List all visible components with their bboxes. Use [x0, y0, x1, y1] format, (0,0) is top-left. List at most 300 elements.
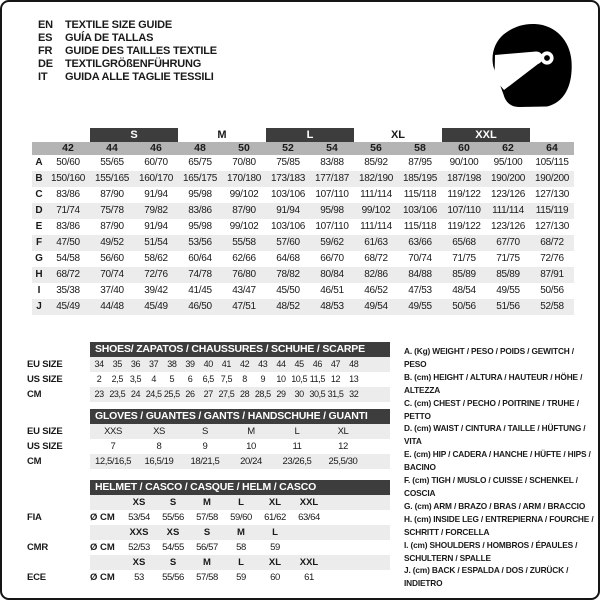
- size-cell: M: [247, 426, 255, 437]
- measurement-cell: 173/183: [270, 173, 306, 184]
- row-values: [90, 570, 390, 585]
- gloves-table-body: [27, 424, 392, 469]
- language-row: [38, 71, 217, 84]
- measurement-cell: 46/50: [188, 301, 212, 312]
- measurement-cell: 59/62: [320, 237, 344, 248]
- size-cell: 6: [187, 374, 193, 384]
- size-cell: XS: [153, 426, 165, 437]
- measurement-cell: 90/100: [449, 157, 479, 168]
- size-cell: S: [202, 426, 208, 437]
- size-cell: 12,5/16,5: [94, 456, 132, 467]
- row-label-spacer: [27, 525, 90, 540]
- language-code: ES: [38, 32, 53, 44]
- size-cell: 43: [258, 359, 268, 369]
- measurement-cell: 50/56: [540, 285, 564, 296]
- size-cell: 45: [294, 359, 304, 369]
- helmet-table-body: [27, 495, 392, 585]
- size-cell: 6,5: [202, 374, 214, 384]
- size-cell: 58: [236, 542, 246, 553]
- size-cell: 13: [349, 374, 359, 384]
- diameter-label: Ø CM: [90, 542, 115, 553]
- size-header-cell: L: [238, 497, 244, 508]
- measurement-cell: 49/54: [364, 301, 388, 312]
- measurement-cell: 66/70: [320, 253, 344, 264]
- measurement-cell: 83/88: [320, 157, 344, 168]
- measurement-cell: 55/58: [232, 237, 256, 248]
- size-cell: XL: [337, 426, 349, 437]
- table-row: [27, 439, 392, 454]
- size-cell: 2: [96, 374, 102, 384]
- size-cell: 55/56: [162, 572, 184, 583]
- measurement-cell: 74/78: [188, 269, 212, 280]
- size-cell: 12: [338, 441, 348, 452]
- language-title: TEXTILGRÖßENFÜHRUNG: [65, 58, 202, 70]
- row-label: C: [35, 189, 43, 200]
- size-header-cell: XS: [132, 497, 146, 508]
- size-cell: 31,5: [327, 389, 344, 399]
- size-cell: 9: [260, 374, 266, 384]
- size-header-cell: XL: [268, 557, 282, 568]
- size-cell: 35: [112, 359, 122, 369]
- measurement-cell: 87/90: [232, 205, 256, 216]
- measurement-cell: 85/89: [452, 269, 476, 280]
- row-label: A: [35, 157, 43, 168]
- table-row-b: [32, 171, 574, 187]
- row-label-spacer: [27, 495, 90, 510]
- size-number: 62: [502, 142, 514, 154]
- size-cell: 3,5: [129, 374, 142, 384]
- helmet-table: [27, 480, 392, 585]
- measurement-cell: 45/49: [56, 301, 80, 312]
- measurement-cell: 49/52: [100, 237, 124, 248]
- measurement-cell: 87/91: [540, 269, 564, 280]
- measurement-cell: 61/63: [364, 237, 388, 248]
- measurement-cell: 65/68: [452, 237, 476, 248]
- measurement-cell: 111/114: [360, 189, 392, 200]
- legend-item: G. (cm) ARM / BRAZO / BRAS / ARM / BRACCIO: [404, 500, 586, 511]
- measurement-cell: 51/54: [144, 237, 168, 248]
- size-number: 42: [62, 142, 74, 154]
- size-header-cell: [292, 525, 326, 540]
- measurement-cell: 111/114: [492, 205, 524, 216]
- size-cell: 57/58: [196, 572, 218, 583]
- size-cell: 63/64: [298, 512, 320, 523]
- helmet-icon: [489, 23, 573, 109]
- row-label: B: [35, 173, 43, 184]
- size-number: 44: [106, 142, 118, 154]
- measurement-cell: 83/86: [56, 221, 80, 232]
- measurement-cell: 67/70: [496, 237, 520, 248]
- row-label: I: [37, 285, 41, 296]
- measurement-cell: 48/52: [276, 301, 300, 312]
- language-title: GUIDA ALLE TAGLIE TESSILI: [65, 71, 214, 83]
- size-cell: 41: [221, 359, 232, 369]
- measurement-cell: 62/66: [232, 253, 256, 264]
- row-label: D: [35, 205, 43, 216]
- measurement-cell: 127/130: [534, 221, 570, 232]
- table-row: [27, 387, 392, 402]
- row-values: [90, 525, 390, 540]
- size-cell: 29: [276, 389, 286, 399]
- legend-item: J. (cm) BACK / ESPALDA / DOS / ZURÜCK / INDIETRO: [404, 565, 569, 589]
- measurement-cell: 115/118: [403, 189, 437, 200]
- measurement-cell: 91/94: [276, 205, 300, 216]
- size-cell: 30: [294, 389, 304, 399]
- main-table-body: [32, 155, 574, 315]
- standard-label: FIA: [27, 512, 42, 523]
- size-cell: 10: [276, 374, 286, 384]
- language-title: TEXTILE SIZE GUIDE: [65, 19, 173, 31]
- diameter-label: Ø CM: [90, 572, 115, 583]
- measurement-cell: 99/102: [361, 205, 391, 216]
- size-number: 54: [326, 142, 338, 154]
- size-cell: 23,5: [109, 389, 126, 399]
- row-label: H: [35, 269, 43, 280]
- measurement-cell: 85/92: [364, 157, 388, 168]
- size-cell: 54/55: [162, 542, 184, 553]
- measurement-cell: 49/55: [408, 301, 432, 312]
- size-cell: 25,5/30: [328, 456, 358, 467]
- measurement-cell: 52/58: [540, 301, 564, 312]
- measurement-cell: 49/55: [496, 285, 520, 296]
- size-cell: 24: [130, 389, 141, 399]
- size-cell: 7,5: [220, 374, 233, 384]
- measurement-cell: 95/98: [188, 221, 212, 232]
- measurement-cell: 71/74: [56, 205, 80, 216]
- table-row-a: [32, 155, 574, 171]
- measurement-cell: 72/76: [144, 269, 168, 280]
- measurement-cell: 47/51: [232, 301, 256, 312]
- measurement-cell: 35/38: [56, 285, 80, 296]
- size-header-cell: S: [169, 497, 177, 508]
- measurement-cell: 39/42: [144, 285, 168, 296]
- measurement-cell: 56/60: [100, 253, 124, 264]
- size-cell: 27: [203, 389, 213, 399]
- measurement-cell: 64/68: [276, 253, 300, 264]
- measurement-cell: 170/180: [226, 173, 262, 184]
- measurement-cell: 70/74: [408, 253, 432, 264]
- size-cell: 20/24: [240, 456, 262, 467]
- size-cell: 53/54: [128, 512, 150, 523]
- row-label: EU SIZE: [27, 426, 63, 437]
- size-cell: 59: [270, 542, 280, 553]
- size-cell: 57/58: [196, 512, 218, 523]
- language-title: GUÍA DE TALLAS: [65, 32, 154, 44]
- diameter-spacer: [90, 555, 122, 570]
- row-label: US SIZE: [27, 441, 63, 452]
- measurement-cell: 48/54: [452, 285, 476, 296]
- size-cell: 9: [202, 441, 208, 452]
- size-cell: 11,5: [309, 374, 325, 384]
- row-label: CM: [27, 456, 42, 467]
- size-cell: 38: [167, 359, 177, 369]
- size-cell: 59: [236, 572, 246, 583]
- measurement-cell: 41/45: [188, 285, 212, 296]
- size-number: 48: [194, 142, 206, 154]
- size-header-cell: XS: [132, 557, 146, 568]
- table-row: [27, 454, 392, 469]
- measurement-cell: 115/119: [535, 205, 569, 216]
- measurement-cell: 165/175: [182, 173, 218, 184]
- size-cell: 40: [203, 359, 213, 369]
- table-row: [27, 357, 392, 372]
- measurement-cell: 150/160: [50, 173, 86, 184]
- measurement-cell: 79/82: [144, 205, 168, 216]
- legend-item: I. (cm) SHOULDERS / HOMBROS / ÉPAULES / SCHULTERN / SPALLE: [404, 539, 578, 563]
- measurement-cell: 119/122: [447, 221, 481, 232]
- measurement-cell: 70/74: [100, 269, 124, 280]
- measurement-cell: 75/85: [276, 157, 300, 168]
- table-row-f: [32, 235, 574, 251]
- size-cell: 16,5/19: [144, 456, 174, 467]
- measurement-cell: 107/110: [447, 205, 481, 216]
- size-cell: 5: [169, 374, 175, 384]
- table-row-g: [32, 251, 574, 267]
- size-cell: 46: [312, 359, 322, 369]
- legend-item: D. (cm) WAIST / CINTURA / TAILLE / HÜFTUNG / VITA: [404, 423, 586, 447]
- size-header-cell: XS: [166, 527, 180, 538]
- measurement-cell: 43/47: [232, 285, 256, 296]
- row-label: EU SIZE: [27, 359, 63, 370]
- table-row-j: [32, 299, 574, 315]
- size-cell: 30,5: [309, 389, 326, 399]
- size-band-xxl: XXL: [442, 128, 530, 142]
- size-cell: 24,5: [145, 389, 162, 399]
- measurement-cell: 107/110: [315, 189, 349, 200]
- legend-item: A. (Kg) WEIGHT / PESO / POIDS / GEWITCH / PESO: [404, 346, 574, 369]
- row-values: [90, 357, 390, 372]
- measurement-cell: 83/86: [188, 205, 212, 216]
- measurement-cell: 55/65: [100, 157, 124, 168]
- diameter-label: Ø CM: [90, 512, 115, 523]
- table-row: [27, 372, 392, 387]
- legend-item: F. (cm) TIGH / MUSLO / CUISSE / SCHENKEL / COSCIA: [404, 475, 578, 498]
- size-cell: 36: [130, 359, 141, 369]
- size-cell: 10: [246, 441, 256, 452]
- table-row-c: [32, 187, 574, 203]
- size-cell: 23/26,5: [282, 456, 312, 467]
- measurement-cell: 68/72: [364, 253, 388, 264]
- size-cell: 12: [330, 374, 341, 384]
- row-values: [90, 372, 390, 387]
- row-label: CM: [27, 389, 42, 400]
- measurement-cell: 71/75: [496, 253, 520, 264]
- measurement-cell: 119/122: [447, 189, 481, 200]
- size-cell: L: [294, 426, 300, 437]
- size-cell: 10,5: [291, 374, 308, 384]
- row-label-spacer: [32, 142, 46, 155]
- measurement-cell: 48/53: [320, 301, 344, 312]
- language-title: GUIDE DES TAILLES TEXTILE: [65, 45, 217, 57]
- row-label: E: [35, 221, 43, 232]
- size-number: 46: [150, 142, 162, 154]
- helmet-standard-row-cmr: [27, 540, 392, 555]
- size-cell: 7: [110, 441, 116, 452]
- measurement-cell: 57/60: [276, 237, 300, 248]
- measurement-cell: 47/50: [56, 237, 80, 248]
- measurement-cell: 47/53: [408, 285, 432, 296]
- size-cell: 4: [151, 374, 156, 384]
- size-band-row: [32, 128, 574, 142]
- measurement-cell: 115/118: [403, 221, 437, 232]
- language-row: [38, 19, 217, 32]
- helmet-standard-row-ece: [27, 570, 392, 585]
- size-cell: 8: [242, 374, 247, 384]
- helmet-size-header-row: [27, 555, 392, 570]
- row-values: [90, 439, 390, 454]
- size-cell: 26: [185, 389, 195, 399]
- measurement-cell: 72/76: [540, 253, 564, 264]
- size-cell: 25,5: [163, 389, 180, 399]
- measurement-legend: [404, 345, 594, 590]
- measurement-cell: 70/80: [232, 157, 256, 168]
- measurement-cell: 187/198: [446, 173, 482, 184]
- measurement-cell: 44/48: [100, 301, 124, 312]
- measurement-cell: 99/102: [229, 221, 259, 232]
- measurement-cell: 155/165: [94, 173, 130, 184]
- language-row: [38, 58, 217, 71]
- measurement-cell: 87/90: [100, 189, 124, 200]
- measurement-cell: 190/200: [534, 173, 570, 184]
- diameter-spacer: [90, 525, 122, 540]
- size-cell: 59/60: [230, 512, 252, 523]
- row-values: [90, 387, 390, 402]
- size-cell: 2,5: [111, 374, 123, 384]
- size-cell: 8: [156, 441, 162, 452]
- table-row: [27, 424, 392, 439]
- measurement-cell: 63/66: [408, 237, 432, 248]
- language-code: DE: [38, 58, 53, 70]
- measurement-cell: 84/88: [408, 269, 432, 280]
- measurement-cell: 46/52: [364, 285, 388, 296]
- measurement-cell: 107/110: [315, 221, 349, 232]
- measurement-cell: 68/72: [56, 269, 80, 280]
- table-row-d: [32, 203, 574, 219]
- size-cell: 60: [270, 572, 280, 583]
- row-values: [90, 510, 390, 525]
- size-band-s: S: [90, 128, 178, 142]
- size-number-row: [32, 142, 574, 155]
- helmet-size-header-row: [27, 525, 392, 540]
- size-cell: 61/62: [264, 512, 286, 523]
- size-header-cell: M: [203, 497, 211, 508]
- measurement-cell: 54/58: [56, 253, 80, 264]
- size-cell: 53: [134, 572, 144, 583]
- measurement-cell: 95/98: [320, 205, 344, 216]
- size-cell: 39: [185, 359, 195, 369]
- gloves-table-title: GLOVES / GUANTES / GANTS / HANDSCHUHE / GUANTI: [90, 409, 390, 424]
- measurement-cell: 60/64: [188, 253, 212, 264]
- measurement-cell: 95/100: [493, 157, 523, 168]
- language-row: [38, 32, 217, 45]
- size-cell: 23: [94, 389, 104, 399]
- size-cell: 18/21,5: [190, 456, 220, 467]
- measurement-cell: 87/95: [408, 157, 432, 168]
- size-band-m: M: [217, 129, 227, 141]
- measurement-cell: 99/102: [229, 189, 259, 200]
- size-cell: 56/57: [196, 542, 218, 553]
- legend-item: C. (cm) CHEST / PECHO / POITRINE / TRUHE / PETTO: [404, 397, 579, 421]
- measurement-cell: 83/86: [56, 189, 80, 200]
- legend-item: E. (cm) HIP / CADERA / HANCHE / HÜFTE / HIPS / BACINO: [404, 449, 591, 473]
- measurement-cell: 82/86: [364, 269, 388, 280]
- measurement-cell: 91/94: [144, 221, 168, 232]
- measurement-cell: 76/80: [232, 269, 256, 280]
- measurement-cell: 78/82: [276, 269, 300, 280]
- size-band-xl: XL: [390, 129, 406, 141]
- measurement-cell: 127/130: [534, 189, 570, 200]
- shoes-table: [27, 342, 392, 402]
- size-band-l: L: [266, 128, 354, 142]
- measurement-cell: 105/115: [535, 157, 569, 168]
- measurement-cell: 87/90: [100, 221, 124, 232]
- language-code: EN: [38, 19, 53, 31]
- helmet-table-title: HELMET / CASCO / CASQUE / HELM / CASCO: [90, 480, 390, 495]
- size-header-cell: S: [203, 527, 211, 538]
- measurement-cell: 50/60: [56, 157, 80, 168]
- language-row: [38, 45, 217, 58]
- size-cell: 27,5: [218, 389, 235, 399]
- size-header-cell: M: [237, 527, 245, 538]
- table-row-i: [32, 283, 574, 299]
- language-code: FR: [38, 45, 53, 57]
- size-cell: 44: [276, 359, 286, 369]
- helmet-size-header-row: [27, 495, 392, 510]
- size-cell: 32: [349, 389, 359, 399]
- row-label: J: [36, 301, 42, 312]
- legend-item: B. (cm) HEIGHT / ALTURA / HAUTEUR / HÖHE / ALTEZZA: [404, 371, 583, 395]
- size-cell: 28: [239, 389, 250, 399]
- size-number: 60: [458, 142, 470, 154]
- diameter-spacer: [90, 495, 122, 510]
- size-header-cell: L: [272, 527, 278, 538]
- measurement-cell: 103/106: [270, 221, 306, 232]
- measurement-cell: 80/84: [320, 269, 344, 280]
- measurement-cell: 58/62: [144, 253, 168, 264]
- row-values: [90, 454, 390, 469]
- gloves-table: [27, 409, 392, 469]
- measurement-cell: 37/40: [100, 285, 124, 296]
- size-cell: 34: [94, 359, 104, 369]
- row-label: F: [35, 237, 43, 248]
- measurement-cell: 46/51: [320, 285, 344, 296]
- size-cell: 61: [304, 572, 314, 583]
- standard-label: CMR: [27, 542, 49, 553]
- size-header-cell: S: [169, 557, 177, 568]
- measurement-cell: 50/56: [452, 301, 476, 312]
- measurement-cell: 75/78: [100, 205, 124, 216]
- language-code: IT: [38, 71, 48, 83]
- measurement-cell: 85/89: [496, 269, 520, 280]
- row-values: [90, 540, 390, 555]
- measurement-cell: 177/187: [314, 173, 350, 184]
- row-label: US SIZE: [27, 374, 63, 385]
- row-values: [90, 555, 390, 570]
- measurement-cell: 190/200: [490, 173, 526, 184]
- measurement-cell: 123/126: [490, 221, 526, 232]
- helmet-standard-row-fia: [27, 510, 392, 525]
- measurement-cell: 123/126: [490, 189, 526, 200]
- measurement-cell: 45/49: [144, 301, 168, 312]
- measurement-cell: 103/106: [270, 189, 306, 200]
- size-cell: 37: [149, 359, 159, 369]
- measurement-cell: 95/98: [188, 189, 212, 200]
- measurement-cell: 185/195: [402, 173, 438, 184]
- size-cell: 47: [330, 359, 341, 369]
- measurement-cell: 60/70: [144, 157, 168, 168]
- size-cell: 55/56: [162, 512, 184, 523]
- measurement-cell: 68/72: [540, 237, 564, 248]
